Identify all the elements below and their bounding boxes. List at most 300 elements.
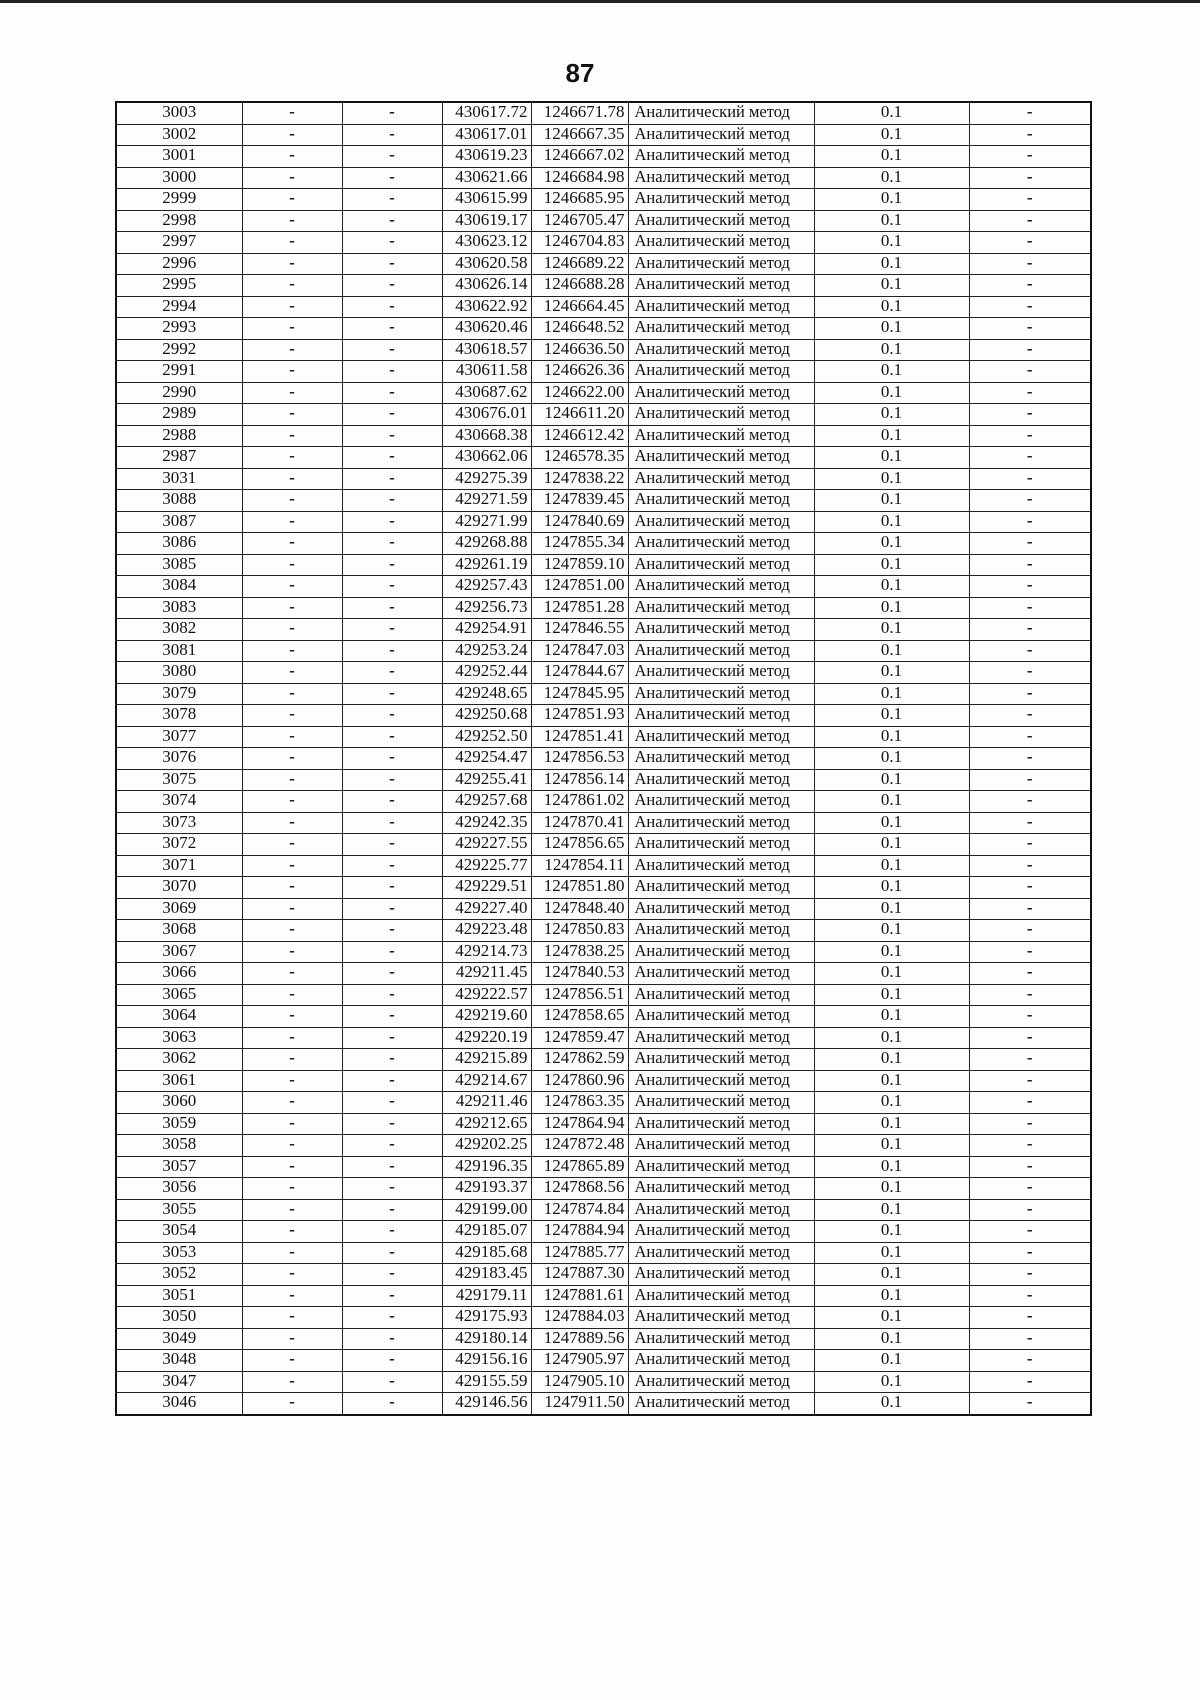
page-top-edge: [0, 0, 1200, 3]
note-cell: -: [969, 898, 1091, 920]
empty-value-cell: -: [242, 146, 342, 168]
accuracy-cell: 0.1: [814, 275, 969, 297]
accuracy-cell: 0.1: [814, 1285, 969, 1307]
table-row: [116, 318, 1091, 340]
y-coordinate-cell: 1247854.11: [531, 855, 628, 877]
y-coordinate-cell: 1247859.47: [531, 1027, 628, 1049]
note-cell: -: [969, 210, 1091, 232]
method-cell: Аналитический метод: [628, 146, 814, 168]
table-row: [116, 232, 1091, 254]
table-row: [116, 1006, 1091, 1028]
y-coordinate-cell: 1246636.50: [531, 339, 628, 361]
table-row: [116, 984, 1091, 1006]
coordinates-table: [115, 101, 1092, 1416]
y-coordinate-cell: 1247864.94: [531, 1113, 628, 1135]
accuracy-cell: 0.1: [814, 705, 969, 727]
point-number-cell: 3083: [116, 597, 242, 619]
y-coordinate-cell: 1247905.10: [531, 1371, 628, 1393]
empty-value-cell: -: [342, 662, 442, 684]
table-row: [116, 468, 1091, 490]
empty-value-cell: -: [242, 1178, 342, 1200]
empty-value-cell: -: [242, 619, 342, 641]
accuracy-cell: 0.1: [814, 1156, 969, 1178]
empty-value-cell: -: [342, 1135, 442, 1157]
method-cell: Аналитический метод: [628, 167, 814, 189]
y-coordinate-cell: 1247872.48: [531, 1135, 628, 1157]
y-coordinate-cell: 1247856.14: [531, 769, 628, 791]
accuracy-cell: 0.1: [814, 812, 969, 834]
empty-value-cell: -: [242, 705, 342, 727]
point-number-cell: 3060: [116, 1092, 242, 1114]
x-coordinate-cell: 429256.73: [442, 597, 531, 619]
method-cell: Аналитический метод: [628, 1328, 814, 1350]
empty-value-cell: -: [242, 511, 342, 533]
method-cell: Аналитический метод: [628, 318, 814, 340]
y-coordinate-cell: 1247856.53: [531, 748, 628, 770]
point-number-cell: 3072: [116, 834, 242, 856]
empty-value-cell: -: [342, 318, 442, 340]
empty-value-cell: -: [242, 769, 342, 791]
accuracy-cell: 0.1: [814, 576, 969, 598]
empty-value-cell: -: [342, 146, 442, 168]
y-coordinate-cell: 1247862.59: [531, 1049, 628, 1071]
accuracy-cell: 0.1: [814, 984, 969, 1006]
empty-value-cell: -: [242, 102, 342, 124]
y-coordinate-cell: 1246684.98: [531, 167, 628, 189]
method-cell: Аналитический метод: [628, 1092, 814, 1114]
y-coordinate-cell: 1247881.61: [531, 1285, 628, 1307]
table-row: [116, 941, 1091, 963]
empty-value-cell: -: [342, 683, 442, 705]
y-coordinate-cell: 1247865.89: [531, 1156, 628, 1178]
y-coordinate-cell: 1247850.83: [531, 920, 628, 942]
point-number-cell: 3087: [116, 511, 242, 533]
accuracy-cell: 0.1: [814, 1135, 969, 1157]
point-number-cell: 3086: [116, 533, 242, 555]
accuracy-cell: 0.1: [814, 318, 969, 340]
y-coordinate-cell: 1247838.22: [531, 468, 628, 490]
empty-value-cell: -: [242, 812, 342, 834]
note-cell: -: [969, 1307, 1091, 1329]
method-cell: Аналитический метод: [628, 210, 814, 232]
table-row: [116, 791, 1091, 813]
accuracy-cell: 0.1: [814, 554, 969, 576]
method-cell: Аналитический метод: [628, 748, 814, 770]
y-coordinate-cell: 1246664.45: [531, 296, 628, 318]
table-row: [116, 834, 1091, 856]
x-coordinate-cell: 429199.00: [442, 1199, 531, 1221]
method-cell: Аналитический метод: [628, 361, 814, 383]
empty-value-cell: -: [342, 963, 442, 985]
note-cell: -: [969, 468, 1091, 490]
point-number-cell: 3062: [116, 1049, 242, 1071]
empty-value-cell: -: [242, 1070, 342, 1092]
empty-value-cell: -: [242, 1156, 342, 1178]
empty-value-cell: -: [342, 1221, 442, 1243]
method-cell: Аналитический метод: [628, 726, 814, 748]
table-row: [116, 253, 1091, 275]
note-cell: -: [969, 167, 1091, 189]
empty-value-cell: -: [242, 920, 342, 942]
x-coordinate-cell: 430619.17: [442, 210, 531, 232]
empty-value-cell: -: [242, 1350, 342, 1372]
point-number-cell: 3000: [116, 167, 242, 189]
page-number: 87: [565, 58, 595, 88]
table-row: [116, 511, 1091, 533]
x-coordinate-cell: 430615.99: [442, 189, 531, 211]
point-number-cell: 3079: [116, 683, 242, 705]
method-cell: Аналитический метод: [628, 705, 814, 727]
point-number-cell: 3068: [116, 920, 242, 942]
method-cell: Аналитический метод: [628, 963, 814, 985]
empty-value-cell: -: [242, 296, 342, 318]
note-cell: -: [969, 1049, 1091, 1071]
table-row: [116, 1242, 1091, 1264]
note-cell: -: [969, 102, 1091, 124]
method-cell: Аналитический метод: [628, 1178, 814, 1200]
empty-value-cell: -: [242, 1285, 342, 1307]
note-cell: -: [969, 296, 1091, 318]
y-coordinate-cell: 1247840.53: [531, 963, 628, 985]
empty-value-cell: -: [242, 683, 342, 705]
y-coordinate-cell: 1247851.41: [531, 726, 628, 748]
method-cell: Аналитический метод: [628, 597, 814, 619]
note-cell: -: [969, 941, 1091, 963]
point-number-cell: 2990: [116, 382, 242, 404]
y-coordinate-cell: 1247848.40: [531, 898, 628, 920]
accuracy-cell: 0.1: [814, 1307, 969, 1329]
point-number-cell: 3055: [116, 1199, 242, 1221]
empty-value-cell: -: [242, 533, 342, 555]
empty-value-cell: -: [342, 1027, 442, 1049]
x-coordinate-cell: 429175.93: [442, 1307, 531, 1329]
accuracy-cell: 0.1: [814, 1178, 969, 1200]
accuracy-cell: 0.1: [814, 898, 969, 920]
empty-value-cell: -: [242, 167, 342, 189]
empty-value-cell: -: [242, 576, 342, 598]
empty-value-cell: -: [342, 1113, 442, 1135]
point-number-cell: 2988: [116, 425, 242, 447]
y-coordinate-cell: 1247840.69: [531, 511, 628, 533]
method-cell: Аналитический метод: [628, 1027, 814, 1049]
note-cell: -: [969, 1156, 1091, 1178]
y-coordinate-cell: 1246671.78: [531, 102, 628, 124]
accuracy-cell: 0.1: [814, 1006, 969, 1028]
empty-value-cell: -: [342, 1199, 442, 1221]
y-coordinate-cell: 1246622.00: [531, 382, 628, 404]
empty-value-cell: -: [242, 253, 342, 275]
y-coordinate-cell: 1247855.34: [531, 533, 628, 555]
method-cell: Аналитический метод: [628, 877, 814, 899]
accuracy-cell: 0.1: [814, 597, 969, 619]
point-number-cell: 3081: [116, 640, 242, 662]
empty-value-cell: -: [342, 425, 442, 447]
accuracy-cell: 0.1: [814, 1027, 969, 1049]
y-coordinate-cell: 1247839.45: [531, 490, 628, 512]
accuracy-cell: 0.1: [814, 404, 969, 426]
accuracy-cell: 0.1: [814, 1371, 969, 1393]
y-coordinate-cell: 1246612.42: [531, 425, 628, 447]
note-cell: -: [969, 812, 1091, 834]
y-coordinate-cell: 1247889.56: [531, 1328, 628, 1350]
empty-value-cell: -: [342, 275, 442, 297]
table-row: [116, 296, 1091, 318]
x-coordinate-cell: 429227.40: [442, 898, 531, 920]
note-cell: -: [969, 253, 1091, 275]
note-cell: -: [969, 748, 1091, 770]
x-coordinate-cell: 429250.68: [442, 705, 531, 727]
method-cell: Аналитический метод: [628, 1006, 814, 1028]
table-row: [116, 275, 1091, 297]
x-coordinate-cell: 429202.25: [442, 1135, 531, 1157]
table-row: [116, 425, 1091, 447]
table-row: [116, 1350, 1091, 1372]
empty-value-cell: -: [342, 1049, 442, 1071]
method-cell: Аналитический метод: [628, 490, 814, 512]
table-row: [116, 1070, 1091, 1092]
empty-value-cell: -: [242, 597, 342, 619]
empty-value-cell: -: [342, 941, 442, 963]
table-row: [116, 1049, 1091, 1071]
table-row: [116, 1156, 1091, 1178]
accuracy-cell: 0.1: [814, 253, 969, 275]
x-coordinate-cell: 430668.38: [442, 425, 531, 447]
method-cell: Аналитический метод: [628, 189, 814, 211]
x-coordinate-cell: 430687.62: [442, 382, 531, 404]
empty-value-cell: -: [342, 1242, 442, 1264]
empty-value-cell: -: [342, 898, 442, 920]
accuracy-cell: 0.1: [814, 425, 969, 447]
x-coordinate-cell: 429212.65: [442, 1113, 531, 1135]
note-cell: -: [969, 189, 1091, 211]
method-cell: Аналитический метод: [628, 1350, 814, 1372]
empty-value-cell: -: [242, 1006, 342, 1028]
empty-value-cell: -: [342, 1307, 442, 1329]
empty-value-cell: -: [342, 812, 442, 834]
table-row: [116, 898, 1091, 920]
table-row: [116, 533, 1091, 555]
empty-value-cell: -: [342, 102, 442, 124]
y-coordinate-cell: 1246578.35: [531, 447, 628, 469]
note-cell: -: [969, 1264, 1091, 1286]
accuracy-cell: 0.1: [814, 382, 969, 404]
y-coordinate-cell: 1247863.35: [531, 1092, 628, 1114]
y-coordinate-cell: 1247851.00: [531, 576, 628, 598]
note-cell: -: [969, 1393, 1091, 1415]
note-cell: -: [969, 834, 1091, 856]
table-row: [116, 855, 1091, 877]
empty-value-cell: -: [342, 984, 442, 1006]
note-cell: -: [969, 984, 1091, 1006]
x-coordinate-cell: 430620.46: [442, 318, 531, 340]
method-cell: Аналитический метод: [628, 1393, 814, 1415]
note-cell: -: [969, 1135, 1091, 1157]
y-coordinate-cell: 1246685.95: [531, 189, 628, 211]
x-coordinate-cell: 430617.01: [442, 124, 531, 146]
x-coordinate-cell: 430676.01: [442, 404, 531, 426]
note-cell: -: [969, 361, 1091, 383]
x-coordinate-cell: 430619.23: [442, 146, 531, 168]
empty-value-cell: -: [242, 834, 342, 856]
x-coordinate-cell: 429183.45: [442, 1264, 531, 1286]
table-body: [116, 102, 1091, 1415]
accuracy-cell: 0.1: [814, 361, 969, 383]
note-cell: -: [969, 640, 1091, 662]
empty-value-cell: -: [242, 490, 342, 512]
accuracy-cell: 0.1: [814, 232, 969, 254]
table-row: [116, 597, 1091, 619]
empty-value-cell: -: [242, 1221, 342, 1243]
empty-value-cell: -: [342, 1328, 442, 1350]
x-coordinate-cell: 429214.67: [442, 1070, 531, 1092]
point-number-cell: 3080: [116, 662, 242, 684]
point-number-cell: 3053: [116, 1242, 242, 1264]
y-coordinate-cell: 1247851.28: [531, 597, 628, 619]
x-coordinate-cell: 429242.35: [442, 812, 531, 834]
empty-value-cell: -: [242, 1328, 342, 1350]
note-cell: -: [969, 576, 1091, 598]
note-cell: -: [969, 920, 1091, 942]
empty-value-cell: -: [342, 232, 442, 254]
x-coordinate-cell: 429185.68: [442, 1242, 531, 1264]
note-cell: -: [969, 490, 1091, 512]
table-row: [116, 167, 1091, 189]
accuracy-cell: 0.1: [814, 490, 969, 512]
table-row: [116, 640, 1091, 662]
empty-value-cell: -: [342, 1156, 442, 1178]
empty-value-cell: -: [342, 554, 442, 576]
note-cell: -: [969, 1221, 1091, 1243]
y-coordinate-cell: 1247845.95: [531, 683, 628, 705]
accuracy-cell: 0.1: [814, 963, 969, 985]
table-row: [116, 1264, 1091, 1286]
y-coordinate-cell: 1247851.80: [531, 877, 628, 899]
note-cell: -: [969, 447, 1091, 469]
method-cell: Аналитический метод: [628, 834, 814, 856]
accuracy-cell: 0.1: [814, 210, 969, 232]
y-coordinate-cell: 1247858.65: [531, 1006, 628, 1028]
note-cell: -: [969, 1027, 1091, 1049]
accuracy-cell: 0.1: [814, 877, 969, 899]
empty-value-cell: -: [342, 189, 442, 211]
point-number-cell: 2997: [116, 232, 242, 254]
x-coordinate-cell: 429225.77: [442, 855, 531, 877]
method-cell: Аналитический метод: [628, 447, 814, 469]
empty-value-cell: -: [342, 705, 442, 727]
empty-value-cell: -: [342, 167, 442, 189]
empty-value-cell: -: [242, 447, 342, 469]
x-coordinate-cell: 429155.59: [442, 1371, 531, 1393]
accuracy-cell: 0.1: [814, 855, 969, 877]
table-row: [116, 146, 1091, 168]
x-coordinate-cell: 429254.91: [442, 619, 531, 641]
table-row: [116, 1393, 1091, 1415]
empty-value-cell: -: [342, 726, 442, 748]
y-coordinate-cell: 1247868.56: [531, 1178, 628, 1200]
accuracy-cell: 0.1: [814, 791, 969, 813]
accuracy-cell: 0.1: [814, 683, 969, 705]
accuracy-cell: 0.1: [814, 834, 969, 856]
coordinates-table-wrapper: [115, 101, 1092, 1416]
table-row: [116, 1371, 1091, 1393]
empty-value-cell: -: [342, 124, 442, 146]
point-number-cell: 2996: [116, 253, 242, 275]
x-coordinate-cell: 430618.57: [442, 339, 531, 361]
x-coordinate-cell: 429248.65: [442, 683, 531, 705]
empty-value-cell: -: [342, 834, 442, 856]
empty-value-cell: -: [342, 920, 442, 942]
point-number-cell: 2994: [116, 296, 242, 318]
x-coordinate-cell: 430623.12: [442, 232, 531, 254]
empty-value-cell: -: [342, 877, 442, 899]
table-row: [116, 1307, 1091, 1329]
method-cell: Аналитический метод: [628, 683, 814, 705]
empty-value-cell: -: [242, 1393, 342, 1415]
y-coordinate-cell: 1246689.22: [531, 253, 628, 275]
note-cell: -: [969, 705, 1091, 727]
note-cell: -: [969, 597, 1091, 619]
empty-value-cell: -: [242, 425, 342, 447]
table-row: [116, 812, 1091, 834]
note-cell: -: [969, 146, 1091, 168]
note-cell: -: [969, 1350, 1091, 1372]
x-coordinate-cell: 430622.92: [442, 296, 531, 318]
table-row: [116, 1328, 1091, 1350]
accuracy-cell: 0.1: [814, 619, 969, 641]
point-number-cell: 3054: [116, 1221, 242, 1243]
empty-value-cell: -: [242, 232, 342, 254]
note-cell: -: [969, 877, 1091, 899]
point-number-cell: 3057: [116, 1156, 242, 1178]
point-number-cell: 3069: [116, 898, 242, 920]
point-number-cell: 3051: [116, 1285, 242, 1307]
x-coordinate-cell: 429252.50: [442, 726, 531, 748]
table-row: [116, 124, 1091, 146]
x-coordinate-cell: 429268.88: [442, 533, 531, 555]
method-cell: Аналитический метод: [628, 404, 814, 426]
point-number-cell: 3056: [116, 1178, 242, 1200]
note-cell: -: [969, 791, 1091, 813]
point-number-cell: 3078: [116, 705, 242, 727]
method-cell: Аналитический метод: [628, 275, 814, 297]
point-number-cell: 2999: [116, 189, 242, 211]
empty-value-cell: -: [342, 339, 442, 361]
empty-value-cell: -: [342, 1371, 442, 1393]
method-cell: Аналитический метод: [628, 941, 814, 963]
x-coordinate-cell: 429196.35: [442, 1156, 531, 1178]
note-cell: -: [969, 769, 1091, 791]
method-cell: Аналитический метод: [628, 1070, 814, 1092]
y-coordinate-cell: 1247884.03: [531, 1307, 628, 1329]
note-cell: -: [969, 1006, 1091, 1028]
empty-value-cell: -: [242, 1264, 342, 1286]
table-row: [116, 877, 1091, 899]
x-coordinate-cell: 429271.99: [442, 511, 531, 533]
point-number-cell: 3059: [116, 1113, 242, 1135]
method-cell: Аналитический метод: [628, 1199, 814, 1221]
table-row: [116, 1221, 1091, 1243]
empty-value-cell: -: [342, 447, 442, 469]
method-cell: Аналитический метод: [628, 576, 814, 598]
empty-value-cell: -: [342, 791, 442, 813]
x-coordinate-cell: 429252.44: [442, 662, 531, 684]
method-cell: Аналитический метод: [628, 920, 814, 942]
empty-value-cell: -: [342, 210, 442, 232]
point-number-cell: 3085: [116, 554, 242, 576]
x-coordinate-cell: 429223.48: [442, 920, 531, 942]
x-coordinate-cell: 429275.39: [442, 468, 531, 490]
note-cell: -: [969, 662, 1091, 684]
